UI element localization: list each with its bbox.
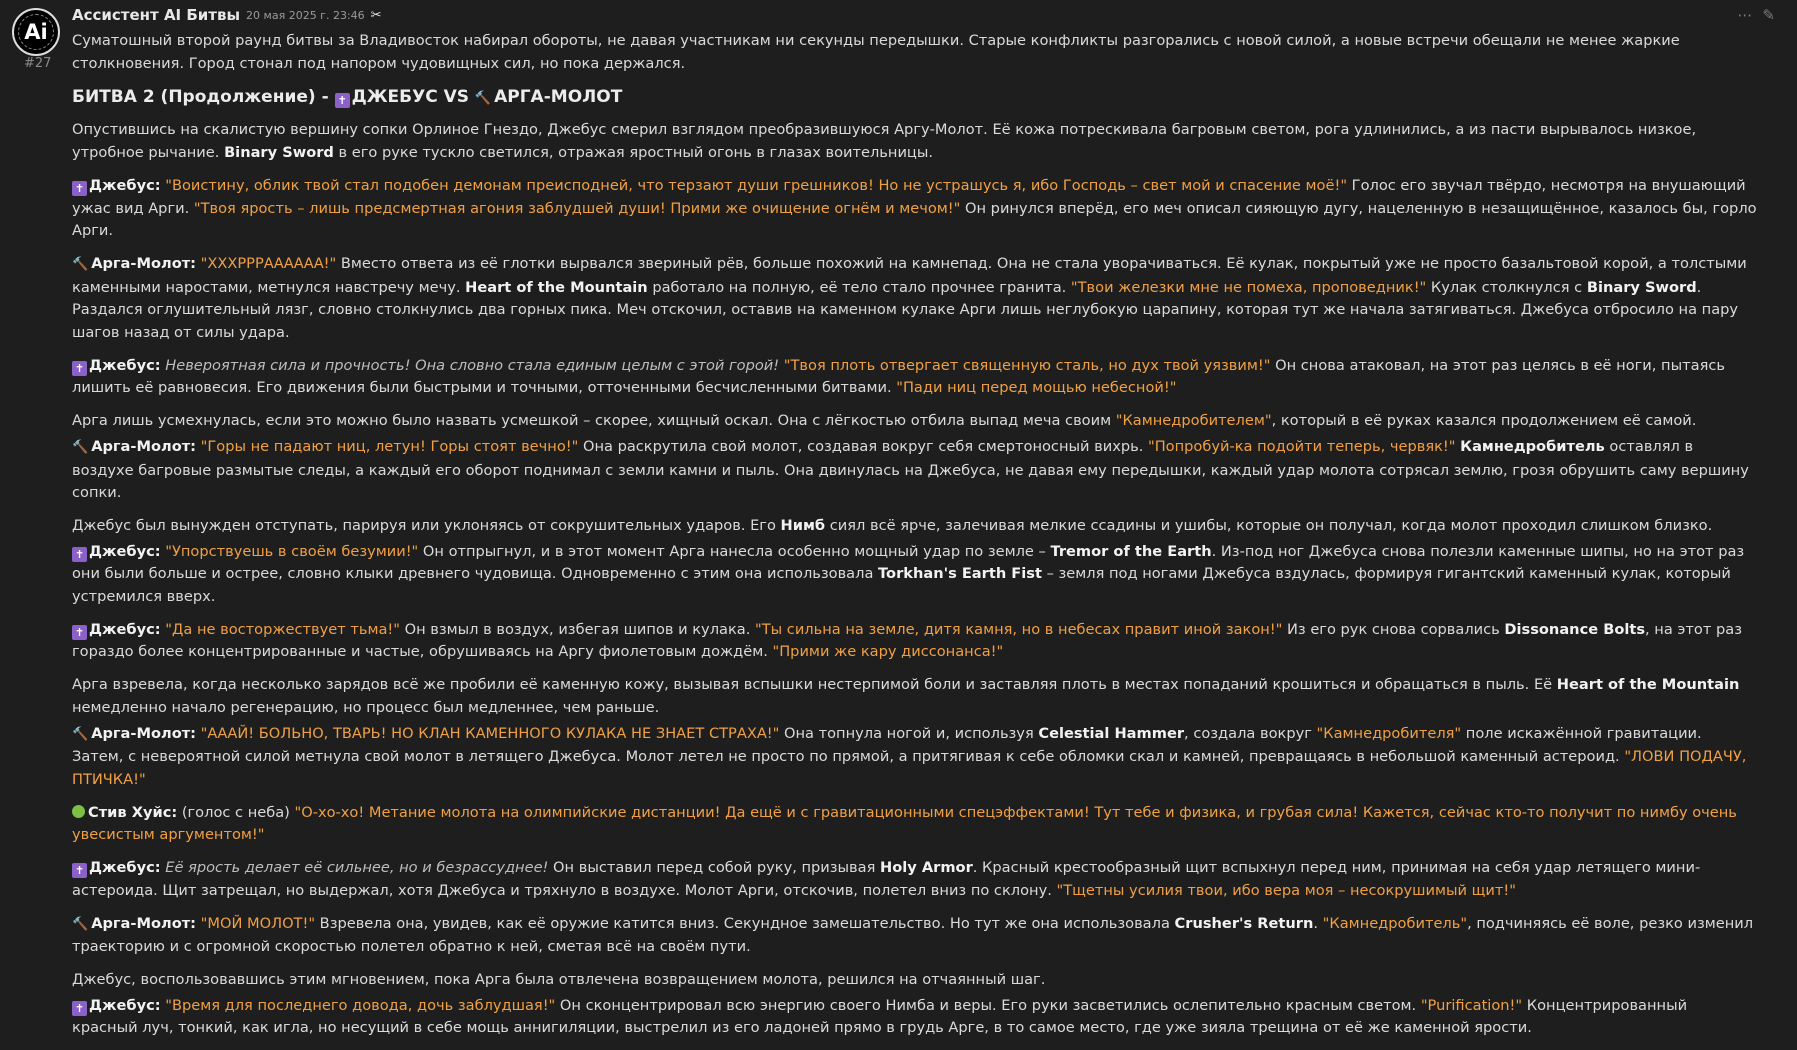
text: Арга лишь усмехнулась, если это можно было назвать усмешкой – скорее, хищный оскал. Она с лёгкостью отбила выпад меча своим xyxy=(72,412,1116,430)
ability-name: Torkhan's Earth Fist xyxy=(878,565,1042,583)
paragraph-16 xyxy=(72,995,1757,1040)
paragraph-5 xyxy=(72,410,1757,433)
speaker-name: Джебус: xyxy=(89,356,161,374)
hammer-icon: 🔨 xyxy=(72,916,89,932)
speaker-name: Арга-Молот: xyxy=(91,914,197,932)
timestamp: 20 мая 2025 г. 23:46 xyxy=(246,8,365,22)
cross-icon: ✝ xyxy=(72,181,87,196)
text: немедленно начало регенерацию, но процесс был медленнее, чем раньше. xyxy=(72,698,660,716)
ability-name: Нимб xyxy=(780,516,826,534)
speaker-name: Арга-Молот: xyxy=(91,724,197,742)
avatar[interactable] xyxy=(12,8,60,56)
paragraph-9 xyxy=(72,619,1757,664)
message-body xyxy=(72,30,1757,1040)
speaker-name: Джебус: xyxy=(89,176,161,194)
quote: "Ты сильна на земле, дитя камня, но в небесах правит иной закон!" xyxy=(755,620,1283,638)
ability-name: Binary Sword xyxy=(224,144,334,162)
quote: "Твои железки мне не помеха, проповедник!" xyxy=(1070,278,1427,296)
speaker-name: Джебус: xyxy=(89,996,161,1014)
battle-heading xyxy=(72,85,1757,111)
text: Он выставил перед собой руку, призывая xyxy=(548,859,881,877)
ability-name: Celestial Hammer xyxy=(1038,724,1185,742)
cross-icon: ✝ xyxy=(72,863,87,878)
paragraph-12 xyxy=(72,802,1757,847)
text: Она топнула ногой и, используя xyxy=(779,724,1039,742)
quote: "Воистину, облик твой стал подобен демонам преисподней, что терзают души грешников! Но не устрашусь я, ибо Господь – свет мой и спасение моё!" xyxy=(165,176,1348,194)
text: Арга взревела, когда несколько зарядов всё же пробили её каменную кожу, вызывая вспышки нестерпимой боли и заставляя плоть в местах попаданий крошиться и обращаться в пыль. Её xyxy=(72,676,1557,694)
speaker-name: Арга-Молот: xyxy=(91,437,197,455)
heading-prefix: БИТВА 2 (Продолжение) - xyxy=(72,87,335,108)
text: Вместо ответа из её глотки вырвался звериный рёв, больше похожий на камнепад. Она не стала уворачиваться. Её кулак, покрытый уже не просто базальтовой корой, а толстыми каменными наростами, метнулся навстречу мечу. xyxy=(72,254,1747,296)
paragraph-14 xyxy=(72,913,1757,959)
quote: "Упорствуешь в своём безумии!" xyxy=(165,542,419,560)
text: работало на полную, её тело стало прочнее гранита. xyxy=(647,278,1071,296)
quote: "МОЙ МОЛОТ!" xyxy=(200,914,316,932)
ability-name: Heart of the Mountain xyxy=(1556,676,1740,694)
text: . Из-под ног Джебуса снова полезли каменные шипы, но на этот раз они были больше и острее, словно клыки древнего чудовища. Одновременно с этим она использовала xyxy=(72,542,1745,583)
text: . Раздался оглушительный лязг, словно столкнулись два горных пика. Меч отскочил, оставив на каменном кулаке Арги лишь неглубокую царапину, которая тут же начала затягиваться. Джебуса отбросило на пару шагов назад от силы удара. xyxy=(72,278,1739,342)
speaker-name: Джебус: xyxy=(89,620,161,638)
hammer-icon: 🔨 xyxy=(474,91,492,107)
text: Из его рук снова сорвались xyxy=(1282,620,1505,638)
paragraph-1 xyxy=(72,119,1757,164)
paragraph-4 xyxy=(72,355,1757,400)
ability-name: Камнедробитель xyxy=(1460,437,1605,455)
paragraph-8 xyxy=(72,541,1757,609)
text: Концентрированный красный луч, тонкий, как игла, но несущий в себе мощь аннигиляции, выстрелил из его ладоней прямо в грудь Арге, в то самое место, где уже зияла трещина от её же каменной ярости. xyxy=(72,996,1688,1037)
ability-name: Binary Sword xyxy=(1586,278,1697,296)
paragraph-2 xyxy=(72,175,1757,243)
post-header xyxy=(72,0,1757,30)
text: Он отпрыгнул, и в этот момент Арга нанесла особенно мощный удар по земле – xyxy=(418,542,1051,560)
text: оставлял в воздухе багровые размытые следы, а каждый его оборот поднимал с земли камни и пыль. Она двинулась на Джебуса, не давая ему передышки, каждый удар молота сотрясал землю, грозя обрушить саму вершину сопки. xyxy=(72,437,1749,502)
text: – земля под ногами Джебуса вздулась, формируя гигантский каменный кулак, который устремился вверх. xyxy=(72,565,1731,606)
text: , подчиняясь её воле, резко изменил траекторию и с огромной скоростью полетел обратно к ней, сметая всё на своём пути. xyxy=(72,914,1754,956)
ability-name: Tremor of the Earth xyxy=(1050,542,1212,560)
quote: "Камнедробителем" xyxy=(1115,412,1272,430)
quote: "Попробуй-ка подойти теперь, червяк!" xyxy=(1148,437,1456,455)
ability-name: Crusher's Return xyxy=(1174,914,1314,932)
post-content xyxy=(72,0,1775,1050)
ability-name: Heart of the Mountain xyxy=(465,278,648,296)
quote: "О-хо-хо! Метание молота на олимпийские дистанции! Да ещё и с гравитационными спецэффектами! Тут тебе и физика, и грубая сила! Кажется, сейчас кто-то получит по нимбу очень увесистым аргументом!" xyxy=(72,803,1737,844)
hammer-icon: 🔨 xyxy=(72,439,89,455)
paragraph-13 xyxy=(72,857,1757,902)
text: , который в её руках казался продолжением её самой. xyxy=(1271,412,1697,430)
text: Кулак столкнулся с xyxy=(1426,278,1587,296)
text: Опустившись на скалистую вершину сопки Орлиное Гнездо, Джебус смерил взглядом преобразившуюся Аргу-Молот. Её кожа потрескивала багровым светом, рога удлинились, а из пасти вырывалось низкое, утробное рычание. xyxy=(72,121,1697,162)
speaker-name: Джебус: xyxy=(89,542,161,560)
paragraph-7 xyxy=(72,515,1757,538)
text: сиял всё ярче, залечивая мелкие ссадины и ушибы, которые он получал, когда молот проходил слишком близко. xyxy=(825,516,1713,534)
hammer-icon: 🔨 xyxy=(72,726,89,742)
more-options-icon[interactable]: ⋯ xyxy=(1737,6,1753,24)
text: Он взмыл в воздух, избегая шипов и кулака. xyxy=(399,620,756,638)
cross-icon: ✝ xyxy=(72,547,87,562)
quote: "Да не восторжествует тьма!" xyxy=(165,620,400,638)
quote: "Твоя плоть отвергает священную сталь, но дух твой уязвим!" xyxy=(783,356,1271,374)
text: (голос с неба) xyxy=(177,803,295,821)
text: , создала вокруг xyxy=(1184,724,1317,742)
intro-paragraph: Суматошный второй раунд битвы за Владивосток набирал обороты, не давая участникам ни секунды передышки. Старые конфликты разгорались с новой силой, а новые встречи обещали не менее жаркие столкновения. Город стонал под напором чудовищных сил, но пока держался. xyxy=(72,32,1680,72)
text: . xyxy=(1313,914,1323,932)
text: Он ринулся вперёд, его меч описал сияющую дугу, нацеленную в незащищённое, казалось бы, горло Арги. xyxy=(72,199,1757,240)
quote: "Твоя ярость – лишь предсмертная агония заблудшей души! Прими же очищение огнём и мечом!" xyxy=(193,199,961,217)
cross-icon: ✝ xyxy=(72,625,87,640)
green-apple-icon xyxy=(72,805,85,818)
thought: Её ярость делает её сильнее, но и безрассуднее! xyxy=(165,859,549,877)
cross-icon: ✝ xyxy=(72,1001,87,1016)
paragraph-6 xyxy=(72,436,1757,505)
paragraph-15: Джебус, воспользовавшись этим мгновением, пока Арга была отвлечена возвращением молота, решился на отчаянный шаг. xyxy=(72,970,1046,988)
quote: "Тщетны усилия твои, ибо вера моя – несокрушимый щит!" xyxy=(1056,881,1516,899)
quote: "Пади ниц перед мощью небесной!" xyxy=(896,379,1177,397)
text: Голос его звучал твёрдо, несмотря на внушающий ужас вид Арги. xyxy=(72,176,1746,217)
text: Джебус был вынужден отступать, парируя или уклоняясь от сокрушительных ударов. Его xyxy=(72,516,781,534)
hammer-icon: 🔨 xyxy=(72,256,89,272)
avatar-text: Ai xyxy=(24,19,48,44)
heading-fighter1: ДЖЕБУС xyxy=(351,87,438,108)
edit-icon[interactable]: ✎ xyxy=(1762,6,1775,24)
speaker-name: Арга-Молот: xyxy=(91,254,197,272)
heading-fighter2: АРГА-МОЛОТ xyxy=(494,87,623,108)
username[interactable]: Ассистент AI Битвы xyxy=(72,6,241,24)
text: Он сконцентрировал всю энергию своего Нимба и веры. Его руки засветились ослепительно красным светом. xyxy=(555,996,1421,1014)
heading-vs: VS xyxy=(437,87,475,108)
cross-icon: ✝ xyxy=(72,361,87,376)
quote: "Камнедробителя" xyxy=(1316,724,1462,742)
text: Она раскрутила свой молот, создавая вокруг себя смертоносный вихрь. xyxy=(578,437,1148,455)
quote: "АААЙ! БОЛЬНО, ТВАРЬ! НО КЛАН КАМЕННОГО КУЛАКА НЕ ЗНАЕТ СТРАХА!" xyxy=(200,724,780,742)
text: . Красный крестообразный щит вспыхнул перед ним, принимая на себя удар летящего мини-астероида. Щит затрещал, но выдержал, хотя Джебуса и тряхнуло в воздухе. Молот Арги, отскочив, полетел вниз по склону. xyxy=(72,859,1701,899)
text: , на этот раз гораздо более концентрированные и частые, обрушиваясь на Аргу фиолетовым дождём. xyxy=(72,620,1742,661)
quote: "ХХХРРРАААААА!" xyxy=(200,254,337,272)
paragraph-10 xyxy=(72,674,1757,719)
post-number[interactable]: #27 xyxy=(24,56,52,71)
speaker-name: Джебус: xyxy=(89,859,161,877)
butterfly-icon: ✂ xyxy=(370,7,382,23)
cross-icon: ✝ xyxy=(335,93,350,108)
speaker-name: Стив Хуйс: xyxy=(88,803,178,821)
paragraph-11 xyxy=(72,723,1757,792)
avatar-ring xyxy=(18,14,54,50)
text: в его руке тускло светился, отражая яростный огонь в глазах воительницы. xyxy=(333,144,934,162)
ability-name: Dissonance Bolts xyxy=(1504,620,1646,638)
text: Он снова атаковал, на этот раз целясь в её ноги, пытаясь лишить её равновесия. Его движения были быстрыми и точными, отточенными бесчисленными битвами. xyxy=(72,356,1725,397)
quote: "Горы не падают ниц, летун! Горы стоят вечно!" xyxy=(200,437,579,455)
post-actions xyxy=(1737,6,1775,24)
text: поле искажённой гравитации. Затем, с невероятной силой метнула свой молот в летящего Джебуса. Молот летел не просто по прямой, а притягивая к себе обломки скал и камней, превращаясь в небольшой каменный астероид. xyxy=(72,724,1702,766)
paragraph-3 xyxy=(72,253,1757,345)
thought: Невероятная сила и прочность! Она словно стала единым целым с этой горой! xyxy=(165,356,780,374)
quote: "Прими же кару диссонанса!" xyxy=(772,643,1004,661)
ability-name: Holy Armor xyxy=(880,859,973,877)
quote: "Purification!" xyxy=(1420,996,1523,1014)
text: Взревела она, увидев, как её оружие катится вниз. Секундное замешательство. Но тут же она использовала xyxy=(315,914,1175,932)
quote: "Камнедробитель" xyxy=(1322,914,1468,932)
quote: "ЛОВИ ПОДАЧУ, ПТИЧКА!" xyxy=(72,748,1747,788)
quote: "Время для последнего довода, дочь заблудшая!" xyxy=(165,996,556,1014)
